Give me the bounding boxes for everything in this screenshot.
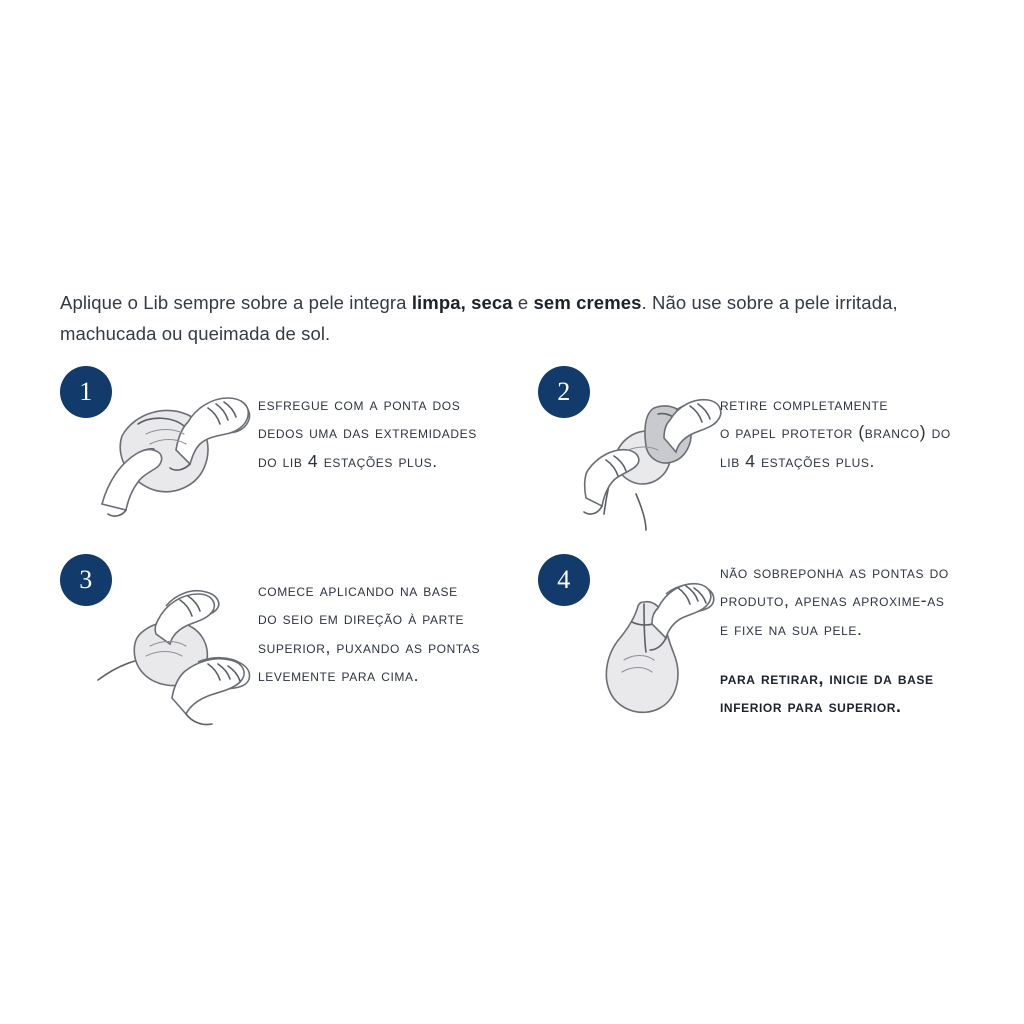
step-caption-1-line-3: do lib 4 estações plus. xyxy=(258,450,438,471)
step-caption-2-line-2: o papel protetor (branco) do xyxy=(720,422,951,443)
intro-text-part2: e xyxy=(512,291,534,313)
step-badge-2 xyxy=(538,366,590,418)
step-badge-4 xyxy=(538,554,590,606)
step-caption-4-bold-line-1: para retirar, inicie da base xyxy=(720,668,934,688)
step-badge-3 xyxy=(60,554,112,606)
step-caption-4-line-2: produto, apenas aproxime-as xyxy=(720,590,945,611)
step-caption-3 xyxy=(258,576,480,689)
step-caption-2-line-3: lib 4 estações plus. xyxy=(720,450,875,471)
step-caption-4-bold-line-2: inferior para superior. xyxy=(720,696,902,717)
intro-text-part1: Aplique o Lib sempre sobre a pele integra xyxy=(60,291,412,313)
step-number-1: 1 xyxy=(79,377,93,406)
step-number-2: 2 xyxy=(557,377,571,406)
step-caption-1-line-2: dedos uma das extremidades xyxy=(258,422,477,443)
intro-bold-limpa-seca: limpa, seca xyxy=(411,291,513,313)
step-number-4: 4 xyxy=(557,565,571,594)
step-caption-3-line-3: superior, puxando as pontas xyxy=(258,636,481,657)
intro-bold-sem-cremes: sem cremes xyxy=(533,291,642,313)
step-caption-4-line-1: não sobreponha as pontas do xyxy=(720,562,949,582)
step-caption-1 xyxy=(258,390,477,475)
step-number-3: 3 xyxy=(79,565,93,594)
step-caption-4-line-3: e fixe na sua pele. xyxy=(720,618,863,639)
step-caption-4-emphasis xyxy=(720,664,934,721)
intro-paragraph xyxy=(60,287,960,351)
step-caption-3-line-4: levemente para cima. xyxy=(258,665,420,686)
intro-text-part3: . Não use sobre a pele irritada, machucada ou queimada de sol. xyxy=(60,291,898,345)
step-badge-1 xyxy=(60,366,112,418)
step-caption-2 xyxy=(720,390,951,475)
step-caption-2-line-1: retire completamente xyxy=(720,394,888,414)
step-caption-4 xyxy=(720,558,949,643)
step-caption-3-line-1: comece aplicando na base xyxy=(258,580,458,600)
step-caption-3-line-2: do seio em direção à parte xyxy=(258,608,465,629)
step-caption-1-line-1: esfregue com a ponta dos xyxy=(258,394,461,414)
